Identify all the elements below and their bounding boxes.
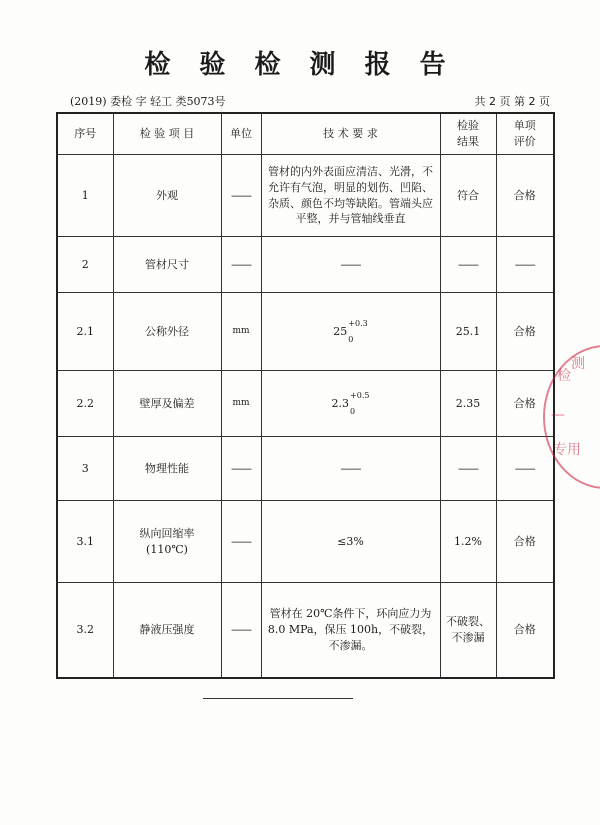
cell-requirement <box>261 293 440 371</box>
cell-evaluation: 合格 <box>496 293 554 371</box>
cell-seq: 3.2 <box>57 583 113 678</box>
cell-unit: —— <box>221 501 261 583</box>
header-seq: 序号 <box>57 113 113 155</box>
table-row <box>57 293 554 371</box>
table-row <box>57 155 554 237</box>
cell-evaluation: 合格 <box>496 155 554 237</box>
cell-seq: 1 <box>57 155 113 237</box>
cell-result: —— <box>440 237 496 293</box>
tolerance-lower: 0 <box>350 406 356 416</box>
cell-seq: 3 <box>57 437 113 501</box>
tolerance-lower: 0 <box>348 334 354 344</box>
cell-requirement <box>261 371 440 437</box>
header-evaluation: 单项 评价 <box>496 113 554 155</box>
cell-result: 符合 <box>440 155 496 237</box>
tolerance-upper: +0.5 <box>350 390 370 400</box>
cell-result: 不破裂、不渗漏 <box>440 583 496 678</box>
header-unit: 单位 <box>221 113 261 155</box>
cell-item: 物理性能 <box>113 437 221 501</box>
cell-item: 静液压强度 <box>113 583 221 678</box>
cell-item: 外观 <box>113 155 221 237</box>
report-meta <box>70 93 550 109</box>
cell-requirement: 管材在 20℃条件下，环向应力为 8.0 MPa，保压 100h，不破裂，不渗漏。 <box>261 583 440 678</box>
cell-seq: 2.1 <box>57 293 113 371</box>
cell-item: 公称外径 <box>113 293 221 371</box>
tolerance-upper: +0.3 <box>348 318 368 328</box>
cell-result: —— <box>440 437 496 501</box>
inspection-seal: 检 测 — 专 用 <box>543 345 600 489</box>
cell-unit: —— <box>221 583 261 678</box>
cell-requirement: ≤3% <box>261 501 440 583</box>
cell-requirement: —— <box>261 237 440 293</box>
inspection-table <box>56 112 555 679</box>
table-row <box>57 371 554 437</box>
cell-evaluation: 合格 <box>496 583 554 678</box>
tolerance-base: 2.3 <box>331 396 350 410</box>
cell-item: 管材尺寸 <box>113 237 221 293</box>
cell-unit: mm <box>221 293 261 371</box>
cell-unit: mm <box>221 371 261 437</box>
report-title: 检 验 检 测 报 告 <box>144 50 456 80</box>
cell-result: 1.2% <box>440 501 496 583</box>
cell-seq: 3.1 <box>57 501 113 583</box>
table-row <box>57 501 554 583</box>
cell-evaluation: 合格 <box>496 371 554 437</box>
cell-requirement: —— <box>261 437 440 501</box>
cell-item: 纵向回缩率 (110℃) <box>113 501 221 583</box>
table-row <box>57 437 554 501</box>
cell-result: 25.1 <box>440 293 496 371</box>
table-row <box>57 583 554 678</box>
cell-seq: 2.2 <box>57 371 113 437</box>
header-item: 检 验 项 目 <box>113 113 221 155</box>
cell-item: 壁厚及偏差 <box>113 371 221 437</box>
report-number: (2019) 委检 字 轻工 类5073号 <box>70 95 226 108</box>
cell-unit: —— <box>221 237 261 293</box>
table-row <box>57 237 554 293</box>
header-requirement: 技 术 要 求 <box>261 113 440 155</box>
cell-evaluation: —— <box>496 237 554 293</box>
cell-unit: —— <box>221 155 261 237</box>
cell-evaluation: —— <box>496 437 554 501</box>
tolerance-base: 25 <box>333 324 348 338</box>
cell-result: 2.35 <box>440 371 496 437</box>
cell-evaluation: 合格 <box>496 501 554 583</box>
cell-requirement: 管材的内外表面应清洁、光滑，不允许有气泡，明显的划伤、凹陷、杂质、颜色不均等缺陷。管端头应平整，并与管轴线垂直 <box>261 155 440 237</box>
page-info: 共 2 页 第 2 页 <box>474 95 550 108</box>
cell-seq: 2 <box>57 237 113 293</box>
cell-unit: —— <box>221 437 261 501</box>
header-result: 检验 结果 <box>440 113 496 155</box>
end-divider <box>203 698 353 699</box>
table-header-row <box>57 113 554 155</box>
